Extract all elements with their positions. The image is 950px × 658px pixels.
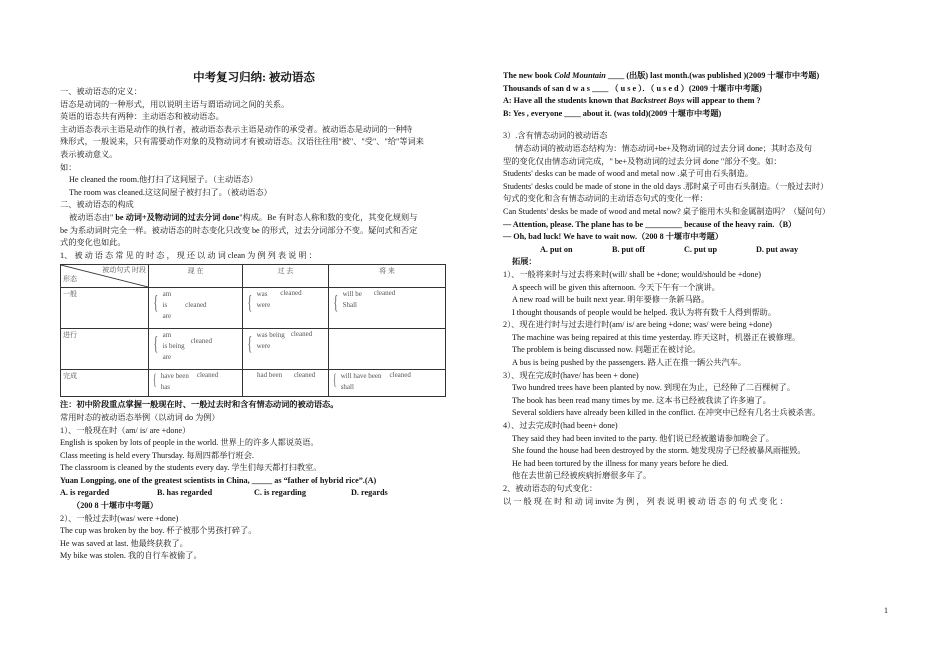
paragraph-line: 被动语态由" be 动词+及物动词的过去分词 done"构成。Be 有时态人称和数的变化，其变化规则与: [69, 212, 418, 222]
question-line: B: Yes , everyone ____ about it. (was told)(2009 十堰市中考题): [503, 108, 722, 118]
paragraph-line: 句式的变化和含有情态动词的主动语态句式的变化一样：: [503, 194, 708, 204]
example-line: Students' desks could be made of stone in the old days .那时桌子可由石头制造。（一般过去时）: [503, 181, 829, 191]
subsection-heading: 4）、过去完成时(had been+ done): [503, 421, 618, 431]
question-line: A: Have all the students known that Backstreet Boys will appear to them ?: [503, 96, 761, 106]
question-line: Yuan Longping, one of the greatest scientists in China, _____ as “father of hybrid rice”.(A): [60, 475, 377, 485]
right-column: [503, 70, 900, 508]
example-line: Two hundred trees have been planted by now. 到现在为止，已经种了二百棵树了。: [512, 383, 795, 393]
paragraph-line: 语态是动词的一种形式，用以说明主语与谓语动词之间的关系。: [60, 99, 290, 109]
question-line: — Oh, bad luck! We have to wait now.（200 8 十堰市中考题）: [503, 232, 724, 242]
example-line: She found the house had been destroyed by the storm. 她发现房子已经被暴风雨摧毁。: [512, 446, 806, 456]
question-line: Thousands of san d w a s ____ （ u s e ）．（ u s e d ）(2009 十堰市中考题): [503, 83, 762, 93]
section-heading: 拓展：: [512, 257, 537, 267]
subsection-heading: 3）.含有情态动词的被动语态: [503, 131, 608, 141]
paragraph-line: 殊形式，一般说来，只有需要动作对象的及物动词才有被动语态。汉语往往用"被"、"受"、"给"等词来: [60, 137, 424, 147]
question-options: [503, 244, 900, 257]
option-b: B. has regarded: [157, 488, 213, 498]
option-a: A. put on: [540, 244, 573, 254]
cell-prog-present: { am is being are cleaned: [149, 329, 243, 370]
question-line: The new book Cold Mountain ____ (出版) last month.(was published )(2009 十堰市中考题): [503, 71, 820, 80]
corner-top-label: 被动句式 时段: [102, 266, 146, 275]
section-heading: 二、被动语态的构成: [60, 200, 134, 210]
cell-simple-present: { am is are cleaned: [149, 288, 243, 329]
example-line: A speech will be given this afternoon. 今天下午有一个演讲。: [512, 282, 720, 292]
option-d: D. regards: [351, 488, 388, 498]
subsection-heading: 3）、现在完成时(have/ has been + done): [503, 370, 639, 380]
paragraph-line: 式的变化也如此。: [60, 238, 126, 248]
page-number: 1: [884, 606, 888, 615]
paragraph-line: 英语的语态共有两种：主动语态和被动语态。: [60, 112, 224, 122]
paragraph-line: 主动语态表示主语是动作的执行者，被动语态表示主语是动作的承受者。被动语态是动词的一种特: [60, 124, 413, 134]
example-line: Several soldiers have already been killed in the conflict. 在冲突中已经有几名士兵被杀害。: [512, 408, 821, 418]
option-b: B. put off: [612, 244, 645, 254]
option-d: D. put away: [756, 244, 799, 254]
example-line: Class meeting is held every Thursday. 每周四都举行班会.: [60, 450, 254, 460]
cell-perf-past: had been cleaned: [243, 370, 329, 397]
table-corner-cell: [61, 265, 149, 288]
option-c: C. is regarding: [254, 488, 306, 498]
example-line: English is spoken by lots of people in the world. 世界上的许多人都说英语。: [60, 438, 319, 448]
cell-perf-present: { have been has cleaned: [149, 370, 243, 397]
question-line: — Attention, please. The plane has to be _________ because of the heavy rain.（B）: [503, 219, 797, 229]
row-perfect: 完成: [61, 370, 149, 397]
paragraph-line: 以 一 般 现 在 时 和 动 词 invite 为 例 ， 列 表 说 明 被 动 语 态 的 句 式 变 化 ：: [503, 496, 788, 506]
page-title: 中考复习归纳: 被动语态: [193, 72, 315, 84]
subsection-heading: 1）、一般现在时（am/ is/ are +done）: [60, 425, 191, 435]
note-line: 注：初中阶段重点掌握一般现在时、一般过去时和含有情态动词的被动语态。: [60, 400, 339, 410]
example-line: A new road will be built next year. 明年要修一条新马路。: [512, 295, 710, 305]
subsection-heading: 2）、一般过去时(was/ were +done): [60, 513, 179, 523]
subsection-heading: 2、被动语态的句式变化：: [503, 484, 598, 493]
section-heading: 一、被动语态的定义：: [60, 87, 142, 96]
paragraph-line: 情态动词的被动语态结构为：情态动词+be+及物动词的过去分词 done；其时态及句: [515, 143, 812, 153]
paragraph-line: 表示被动意义。: [60, 149, 118, 159]
row-simple: 一般: [61, 288, 149, 329]
diagonal-line: [61, 265, 148, 287]
example-line: My bike was stolen. 我的自行车被偷了。: [60, 551, 202, 561]
example-line: They said they had been invited to the party. 他们说已经被邀请参加晚会了。: [512, 433, 774, 443]
tense-table: [60, 264, 446, 397]
col-future: 将 来: [329, 265, 446, 288]
question-options: [60, 487, 448, 500]
cell-prog-future: [329, 329, 446, 370]
paragraph-line: 1、 被 动 语 态 常 见 的 时 态 ， 现 还 以 动 词 clean 为 例 列 表 说 明 ：: [60, 250, 317, 260]
example-line: The machine was being repaired at this time yesterday. 昨天这时，机器正在被修理。: [512, 332, 801, 342]
paragraph-line: 型的变化仅由情态动词完成，" be+及物动词的过去分词 done "部分不变。如：: [503, 156, 782, 166]
row-progressive: 进行: [61, 329, 149, 370]
example-line: The room was cleaned.这这间屋子被打扫了。（被动语态）: [69, 187, 272, 197]
example-line: He had been tortured by the illness for many years before he died.: [512, 458, 729, 468]
corner-bottom-label: 形态: [63, 275, 77, 284]
cell-prog-past: { was being were cleaned: [243, 329, 329, 370]
cell-perf-future: { will have been shall cleaned: [329, 370, 446, 397]
example-line: He was saved at last. 他最终获救了。: [60, 538, 188, 548]
example-line: Students' desks can be made of wood and metal now .桌子可由石头制造。: [503, 169, 754, 179]
option-a: A. is regarded: [60, 488, 110, 498]
example-line: He cleaned the room.他打扫了这间屋子。（主动语态）: [69, 175, 258, 185]
col-past: 过 去: [243, 265, 329, 288]
col-present: 现 在: [149, 265, 243, 288]
example-line: 他在去世前已经被疾病折磨很多年了。: [512, 471, 652, 481]
subsection-heading: 1）、一般将来时与过去将来时(will/ shall be +done; would/should be +done): [503, 269, 762, 279]
question-source: （200 8 十堰市中考题）: [72, 501, 158, 511]
example-line: The cup was broken by the boy. 杯子被那个男孩打碎了。: [60, 526, 257, 536]
example-line: The problem is being discussed now. 问题正在被讨论。: [512, 345, 701, 355]
example-line: I thought thousands of people would be helped. 我认为将有数千人得到帮助。: [512, 307, 777, 317]
subsection-heading: 2）、现在进行时与过去进行时(am/ is/ are being +done; was/ were being +done): [503, 320, 772, 330]
example-line: The classroom is cleaned by the students every day. 学生们每天都打扫教室。: [60, 463, 322, 473]
example-line: Can Students' desks be made of wood and metal now? 桌子能用木头和金属制造吗？（疑问句）: [503, 206, 831, 216]
paragraph-line: 常用时态的被动语态举例（以动词 do 为例）: [60, 412, 220, 422]
example-line: The book has been read many times by me. 这本书已经被我读了许多遍了。: [512, 395, 771, 405]
cell-simple-past: { was were cleaned: [243, 288, 329, 329]
cell-simple-future: { will be Shall cleaned: [329, 288, 446, 329]
example-label: 如：: [60, 162, 77, 172]
paragraph-line: be 为系动词时完全一样。被动语态的时态变化只改变 be 的形式，过去分词部分不变。疑问式和否定: [60, 225, 418, 235]
example-line: A bus is being pushed by the passengers. 路人正在推一辆公共汽车。: [512, 358, 747, 368]
option-c: C. put up: [684, 244, 717, 254]
left-column: [60, 70, 448, 563]
